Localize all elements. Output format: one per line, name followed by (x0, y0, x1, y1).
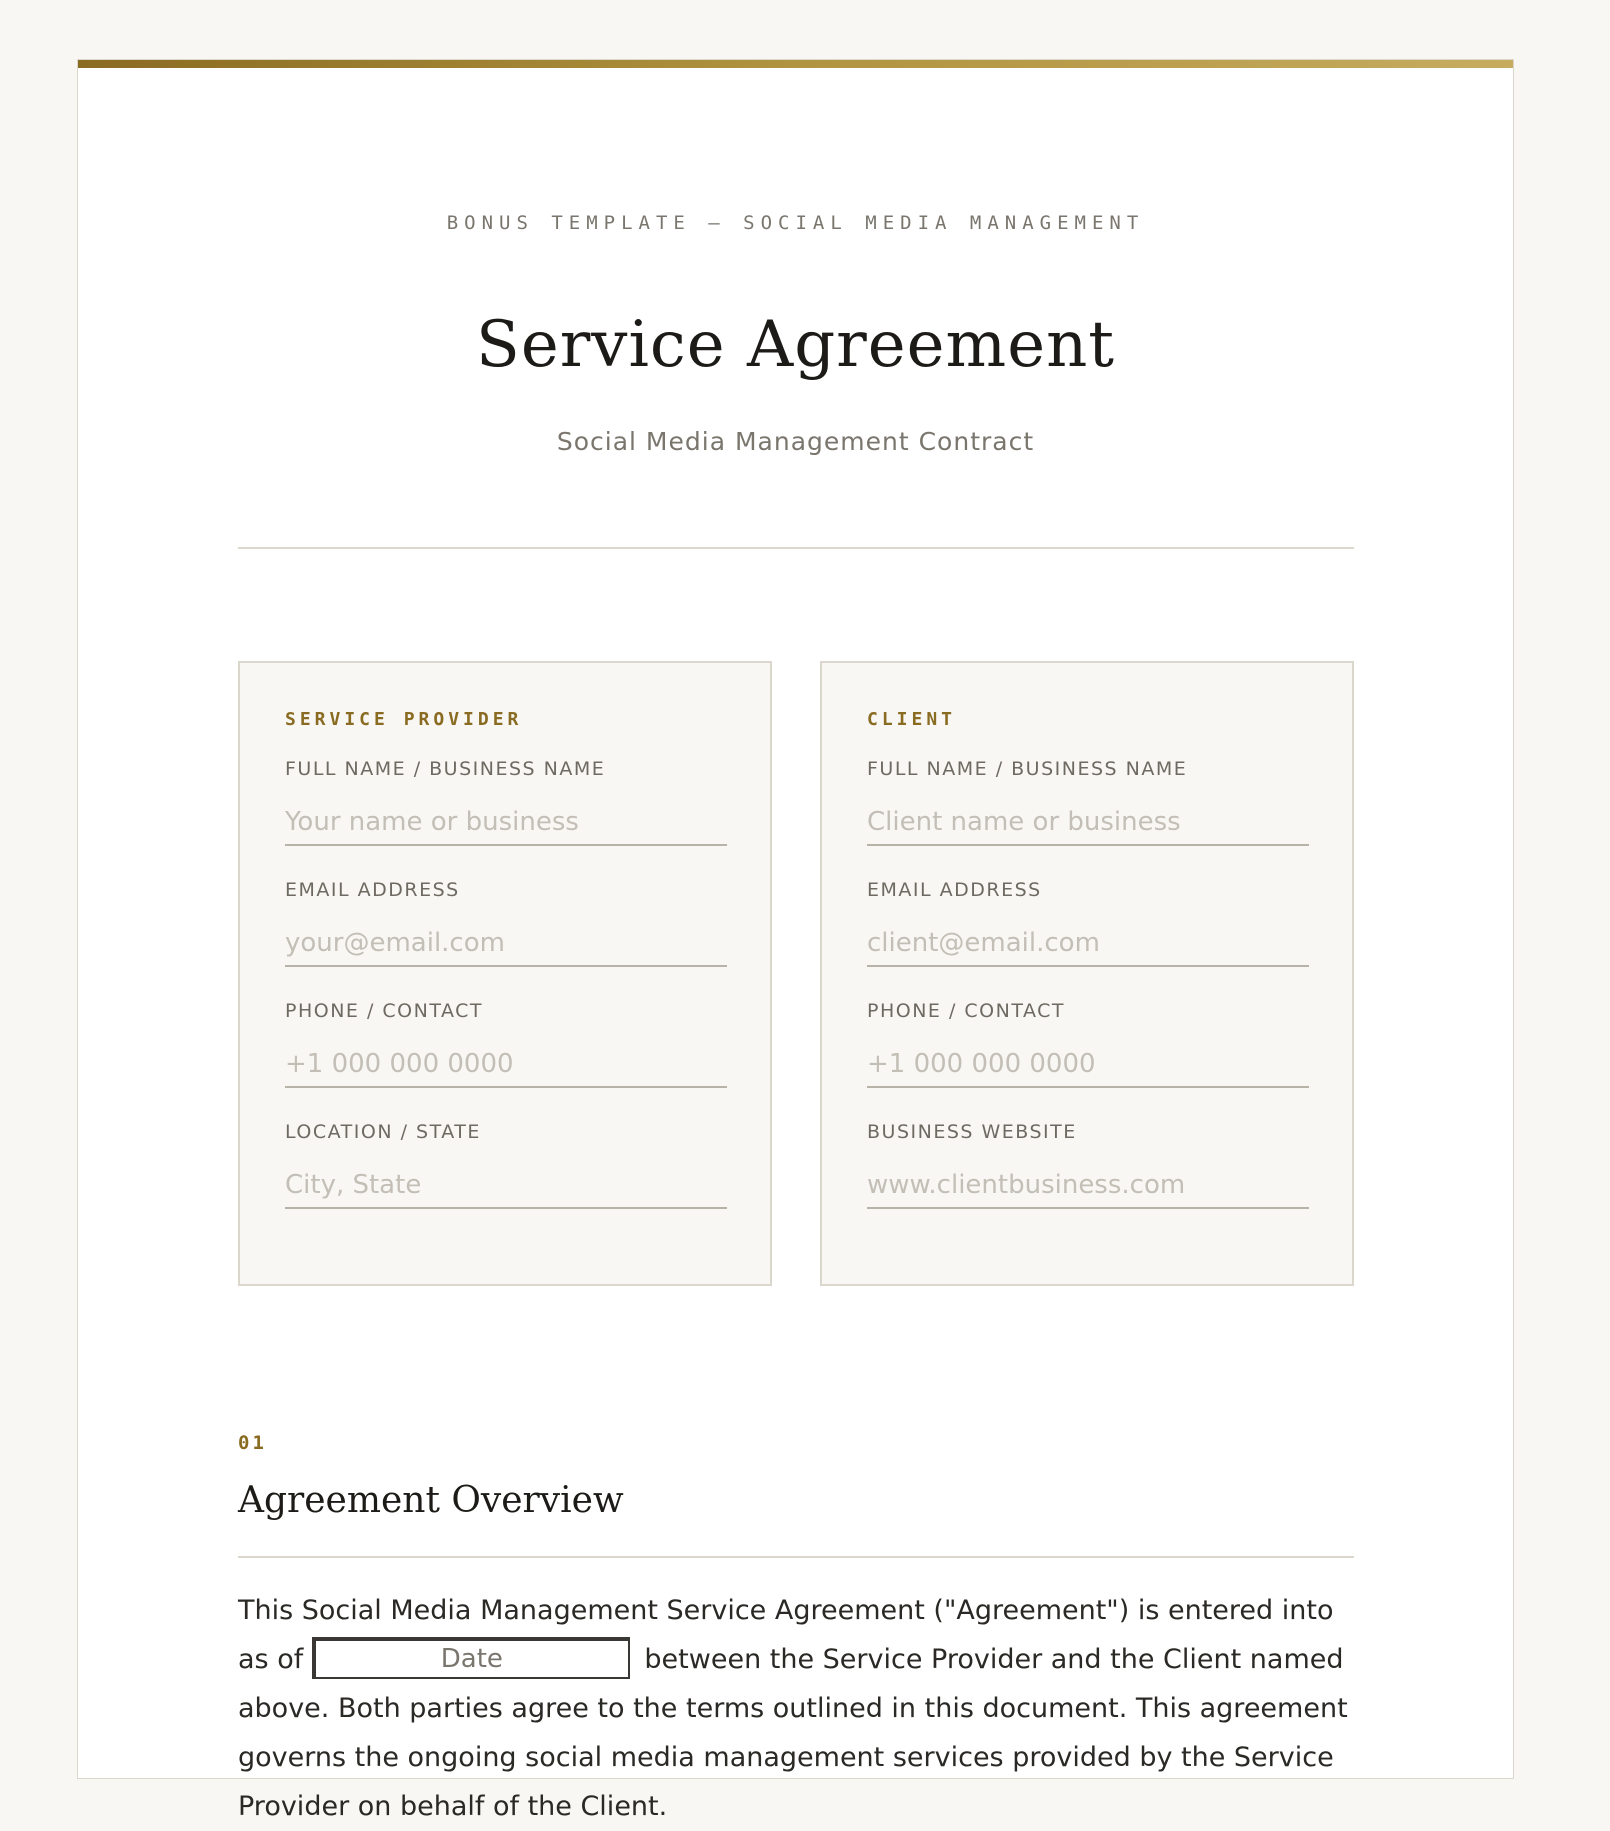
gold-accent-bar (78, 60, 1513, 68)
client-website-field (867, 1121, 1309, 1221)
service-provider-card (238, 661, 772, 1286)
provider-name-input[interactable] (285, 800, 727, 846)
section-heading: Agreement Overview (238, 1480, 624, 1521)
section-body (238, 1586, 1354, 1831)
client-phone-label: PHONE / CONTACT (867, 1000, 1065, 1022)
client-name-input[interactable] (867, 800, 1309, 846)
provider-location-label: LOCATION / STATE (285, 1121, 481, 1143)
provider-name-field (285, 758, 727, 858)
provider-name-label: FULL NAME / BUSINESS NAME (285, 758, 606, 780)
client-name-field (867, 758, 1309, 858)
client-website-label: BUSINESS WEBSITE (867, 1121, 1077, 1143)
client-phone-field (867, 1000, 1309, 1100)
service-provider-title: SERVICE PROVIDER (285, 709, 523, 730)
page-title: Service Agreement (475, 308, 1116, 382)
header-divider (238, 547, 1354, 549)
client-phone-input[interactable] (867, 1042, 1309, 1088)
client-email-label: EMAIL ADDRESS (867, 879, 1042, 901)
page-subtitle: Social Media Management Contract (556, 427, 1035, 456)
client-title: CLIENT (867, 709, 957, 730)
section-number: 01 (238, 1432, 267, 1454)
agreement-date-input[interactable] (312, 1637, 630, 1679)
provider-phone-field (285, 1000, 727, 1100)
client-email-field (867, 879, 1309, 979)
client-name-label: FULL NAME / BUSINESS NAME (867, 758, 1188, 780)
provider-location-input[interactable] (285, 1163, 727, 1209)
client-website-input[interactable] (867, 1163, 1309, 1209)
section-text-continued: between the Service Provider and the Client named above. Both parties agree to the terms outlined in this document. This agreement governs the ongoing social media management services provided by the Service Provider on behalf of the Client. (238, 1644, 1348, 1822)
provider-phone-input[interactable] (285, 1042, 727, 1088)
provider-phone-label: PHONE / CONTACT (285, 1000, 483, 1022)
provider-email-input[interactable] (285, 921, 727, 967)
provider-location-field (285, 1121, 727, 1221)
provider-email-label: EMAIL ADDRESS (285, 879, 460, 901)
document-page (77, 59, 1514, 1822)
client-email-input[interactable] (867, 921, 1309, 967)
section-divider (238, 1556, 1354, 1558)
section-text-intro: This Social Media Management Service Agreement ("Agreement") is entered into as of (238, 1595, 1334, 1675)
template-eyebrow: BONUS TEMPLATE — SOCIAL MEDIA MANAGEMENT (446, 212, 1145, 234)
provider-email-field (285, 879, 727, 979)
client-card (820, 661, 1354, 1286)
